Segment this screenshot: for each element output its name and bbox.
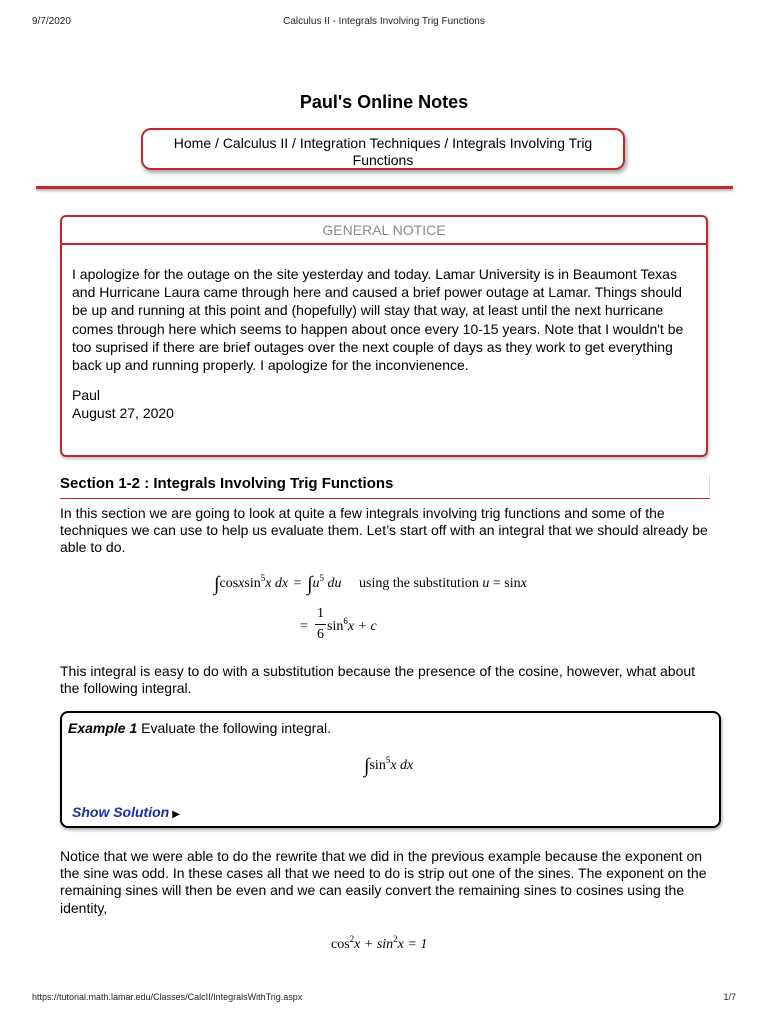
notice-body	[62, 245, 706, 423]
math-exponent: 6	[343, 616, 348, 626]
print-date: 9/7/2020	[32, 16, 71, 27]
math-text: sin	[327, 619, 344, 634]
math-text: cos	[331, 937, 350, 952]
breadcrumb-chapter-link[interactable]: Integration Techniques	[299, 135, 441, 151]
example-box	[60, 711, 721, 828]
math-var: x	[238, 576, 245, 591]
equation-identity	[331, 934, 428, 953]
fraction-numerator: 1	[317, 606, 324, 621]
breadcrumb	[141, 128, 625, 170]
page-number: 1/7	[723, 992, 736, 1002]
breadcrumb-separator: /	[211, 135, 223, 151]
math-equals: =	[300, 619, 308, 634]
example-title	[68, 720, 331, 736]
example-equation	[364, 755, 413, 778]
integral-sign: ∫	[214, 573, 220, 595]
notice-date: August 27, 2020	[72, 405, 174, 422]
notice-text: I apologize for the outage on the site yesterday and today. Lamar University is in Beaumont Texas and Hurricane Laura came through here and caused a brief power outage at Lamar. Things should be up and running at this point and (hopefully) will stay that way, at least until the next hurricane comes through here which seems to happen about once every 10-15 years. Note that I wouldn't be too suprised if there are brief outages over the next couple of days as they work to get everything back up and running properly. I apologize for the inconvienence.	[72, 266, 684, 374]
integral-sign: ∫	[307, 573, 313, 595]
paragraph-2: This integral is easy to do with a substitution because the presence of the cosine, however, what about the following integral.	[60, 663, 696, 697]
math-text: sin	[244, 576, 261, 591]
general-notice	[60, 215, 708, 457]
site-title[interactable]: Paul's Online Notes	[299, 92, 469, 112]
math-var: x dx	[390, 758, 414, 773]
integral-sign: ∫	[364, 755, 370, 777]
paragraph-3: Notice that we were able to do the rewrite that we did in the previous example because the exponent on the sine was odd. In these cases all that we need to do is strip out one of the sines. The exponent on the remaining sines will then be even and we can easily convert the remaining sines to cosines using the identity,	[60, 848, 707, 916]
page-url: https://tutorial.math.lamar.edu/Classes/CalcII/IntegralsWithTrig.aspx	[32, 992, 303, 1002]
math-equals: =	[293, 576, 302, 591]
equation-substitution	[214, 573, 527, 596]
print-page-title: Calculus II - Integrals Involving Trig Functions	[283, 16, 485, 27]
fraction-denominator: 6	[317, 627, 324, 642]
breadcrumb-separator: /	[440, 135, 453, 151]
math-var: du	[327, 576, 342, 591]
math-var: x + sin	[354, 937, 394, 952]
show-solution-link[interactable]	[72, 804, 180, 820]
math-var: u	[312, 576, 320, 591]
print-header	[32, 16, 736, 32]
breadcrumb-current-page: Integrals Involving Trig	[452, 135, 593, 151]
example-prompt: Evaluate the following integral.	[137, 720, 332, 736]
header-divider	[36, 186, 733, 189]
math-text: sin	[369, 758, 386, 773]
intro-paragraph: In this section we are going to look at quite a few integrals involving trig functions and some of the techniques we can use to help us evaluate them. Let’s start off with an integral that we should already be able to do.	[60, 505, 708, 556]
math-exponent: 2	[349, 934, 355, 944]
math-var: x + c	[347, 619, 377, 634]
substitution-note: using the substitution	[359, 576, 479, 591]
math-exponent: 5	[260, 573, 266, 583]
notice-heading: GENERAL NOTICE	[62, 217, 706, 245]
math-var: x dx	[265, 576, 289, 591]
breadcrumb-current-page-cont: Functions	[352, 152, 414, 168]
notice-signature: Paul	[72, 387, 101, 404]
math-exponent: 5	[319, 573, 325, 583]
breadcrumb-course-link[interactable]: Calculus II	[222, 135, 289, 151]
math-exponent: 2	[393, 934, 398, 944]
math-var: u	[482, 576, 490, 591]
example-label: Example 1	[68, 720, 138, 736]
show-solution-label[interactable]: Show Solution	[72, 804, 170, 820]
breadcrumb-separator: /	[288, 135, 300, 151]
math-var: x = 1	[397, 937, 428, 952]
breadcrumb-home-link[interactable]: Home	[173, 135, 212, 151]
math-text: = sin	[492, 576, 521, 591]
section-title-text: Section 1-2 : Integrals Involving Trig Functions	[60, 475, 394, 492]
math-var: x	[520, 576, 527, 591]
fraction-bar	[315, 624, 326, 625]
math-exponent: 5	[385, 755, 391, 765]
expand-triangle-icon[interactable]: ▶	[172, 809, 180, 820]
section-title	[60, 475, 710, 499]
math-text: cos	[219, 576, 239, 591]
print-footer	[32, 992, 736, 1006]
section-title-edge	[709, 475, 710, 497]
